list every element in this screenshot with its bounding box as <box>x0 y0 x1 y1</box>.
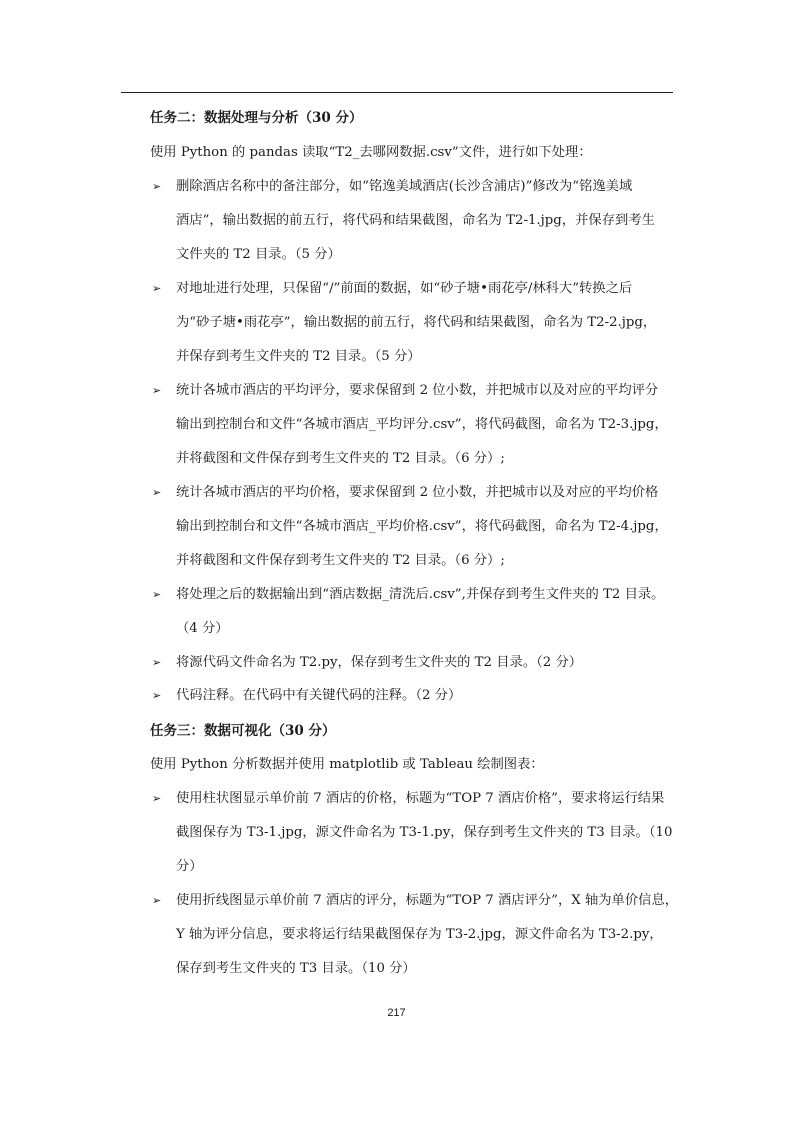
task2-item2-line2: 为“砂子塘•雨花亭”，输出数据的前五行，将代码和结果截图，命名为 T2-2.jpg， <box>176 315 657 330</box>
task2-intro: 使用 Python 的 pandas 读取“T2_去哪网数据.csv”文件，进行如下处理： <box>150 145 592 160</box>
bullet-icon: ➢ <box>152 894 162 907</box>
task3-heading: 任务三：数据可视化（30 分） <box>150 723 336 739</box>
task2-item2-line1: 对地址进行处理，只保留“/”前面的数据，如“砂子塘•雨花亭/林科大”转换之后 <box>176 281 633 296</box>
bullet-icon: ➢ <box>152 656 162 669</box>
task2-item3-line3: 并将截图和文件保存到考生文件夹的 T2 目录。（6 分）; <box>176 451 505 466</box>
task3-item2-line1: 使用折线图显示单价前 7 酒店的评分，标题为“TOP 7 酒店评分”，X 轴为单价信息， <box>176 893 679 908</box>
task2-heading: 任务二：数据处理与分析（30 分） <box>150 110 363 126</box>
task2-item4-line2: 输出到控制台和文件“各城市酒店_平均价格.csv”，将代码截图，命名为 T2-4.jpg， <box>176 519 668 534</box>
task2-item6-line1: 将源代码文件命名为 T2.py，保存到考生文件夹的 T2 目录。（2 分） <box>176 655 583 670</box>
bullet-icon: ➢ <box>152 792 162 805</box>
task2-item1-line2: 酒店”，输出数据的前五行，将代码和结果截图，命名为 T2-1.jpg，并保存到考生 <box>176 213 655 228</box>
header-rule <box>121 92 673 93</box>
task3-item2-line3: 保存到考生文件夹的 T3 目录。（10 分） <box>176 961 416 976</box>
task3-item1-line2: 截图保存为 T3-1.jpg，源文件命名为 T3-1.py，保存到考生文件夹的 T3 目录。（10 <box>176 825 673 840</box>
bullet-icon: ➢ <box>152 384 162 397</box>
task2-item7-line1: 代码注释。在代码中有关键代码的注释。（2 分） <box>176 688 462 703</box>
task3-item1-line1: 使用柱状图显示单价前 7 酒店的价格，标题为“TOP 7 酒店价格”，要求将运行结果 <box>176 791 665 806</box>
bullet-icon: ➢ <box>152 486 162 499</box>
task3-item2-line2: Y 轴为评分信息，要求将运行结果截图保存为 T3-2.jpg，源文件命名为 T3-2.py， <box>176 927 663 942</box>
task2-item3-line2: 输出到控制台和文件“各城市酒店_平均评分.csv”，将代码截图，命名为 T2-3.jpg， <box>176 417 668 432</box>
task2-item2-line3: 并保存到考生文件夹的 T2 目录。（5 分） <box>176 349 421 364</box>
bullet-icon: ➢ <box>152 689 162 702</box>
task2-item1-line1: 删除酒店名称中的备注部分，如“铭逸美域酒店(长沙含浦店)”修改为“铭逸美域 <box>176 179 633 194</box>
task2-item3-line1: 统计各城市酒店的平均评分，要求保留到 2 位小数，并把城市以及对应的平均评分 <box>176 383 659 398</box>
task3-item1-line3: 分） <box>176 859 203 874</box>
task3-intro: 使用 Python 分析数据并使用 matplotlib 或 Tableau 绘制图表： <box>150 757 544 772</box>
bullet-icon: ➢ <box>152 588 162 601</box>
task2-item1-line3: 文件夹的 T2 目录。（5 分） <box>176 247 341 262</box>
bullet-icon: ➢ <box>152 180 162 193</box>
task2-item5-line2: （4 分） <box>176 621 229 636</box>
task2-item4-line1: 统计各城市酒店的平均价格，要求保留到 2 位小数，并把城市以及对应的平均价格 <box>176 485 659 500</box>
task2-item5-line1: 将处理之后的数据输出到“酒店数据_清洗后.csv”,并保存到考生文件夹的 T2 目录。 <box>176 587 665 602</box>
bullet-icon: ➢ <box>152 282 162 295</box>
page-number: 217 <box>387 1007 406 1019</box>
task2-item4-line3: 并将截图和文件保存到考生文件夹的 T2 目录。（6 分）; <box>176 553 505 568</box>
